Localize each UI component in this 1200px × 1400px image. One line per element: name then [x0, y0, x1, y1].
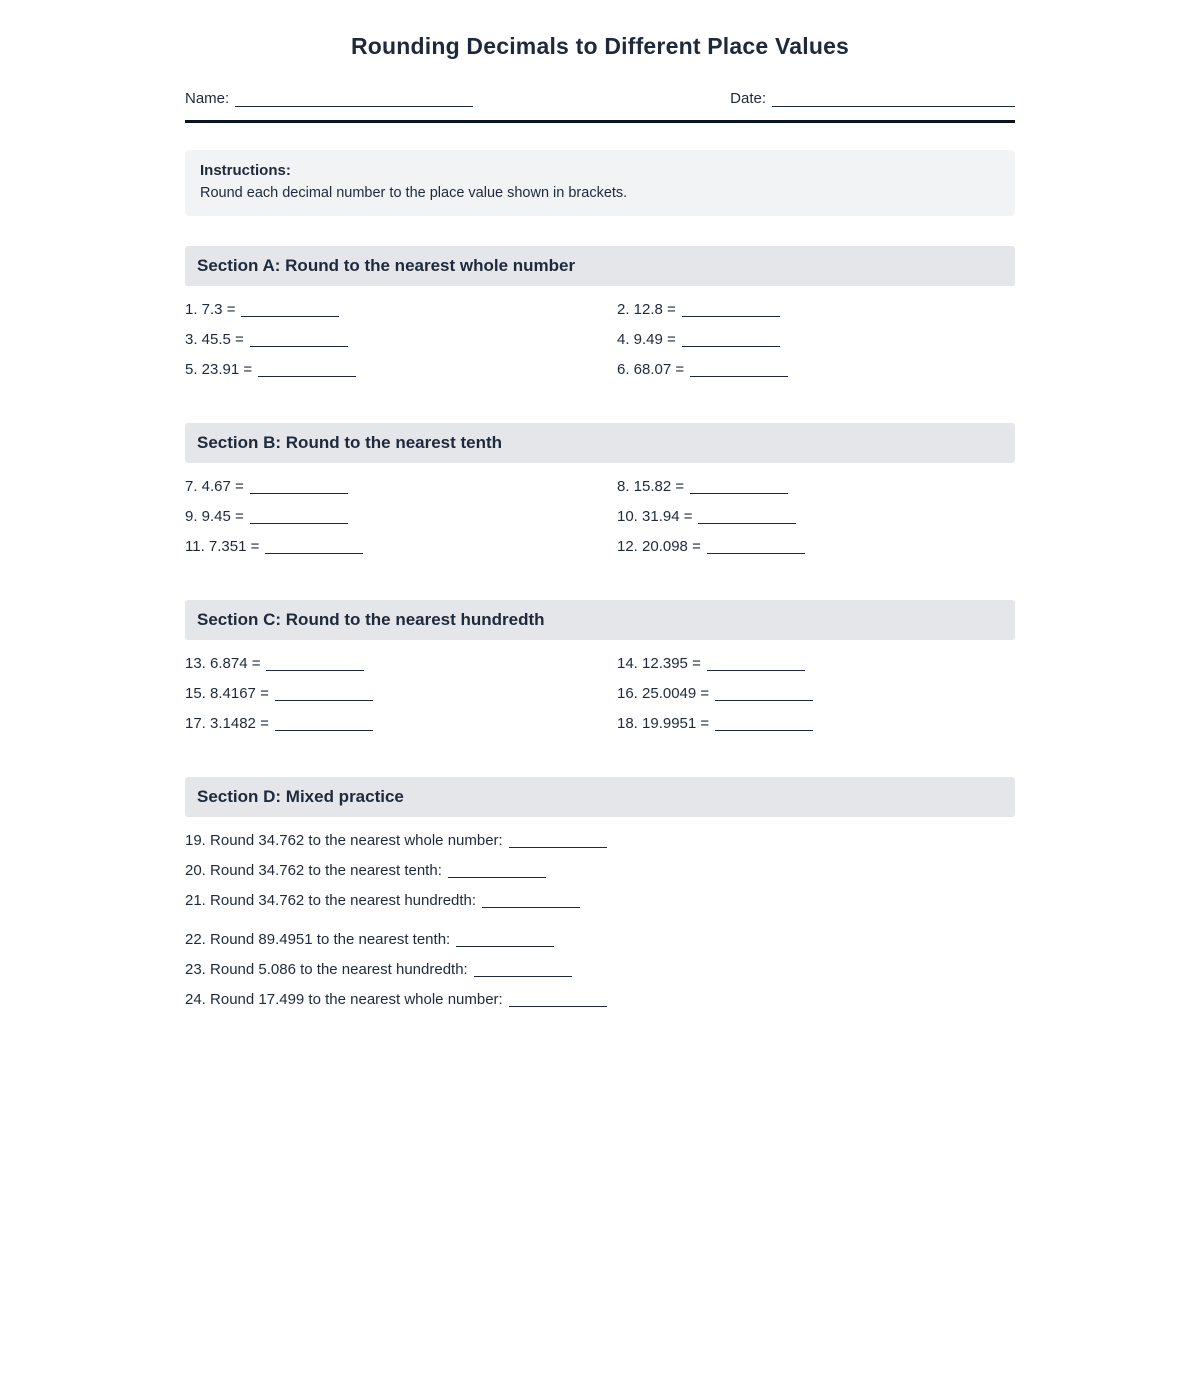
problem-item [185, 655, 617, 672]
problem-text: 7. 4.67 = [185, 477, 244, 495]
problem-text: 8. 15.82 = [617, 477, 685, 495]
name-blank-line [235, 93, 473, 107]
problem-item [185, 832, 1015, 849]
section-header: Section D: Mixed practice [185, 777, 1015, 817]
answer-blank-line [690, 364, 788, 377]
instructions-label: Instructions: [200, 161, 291, 179]
problem-item [185, 991, 1015, 1008]
instructions-box [185, 150, 1015, 216]
problem-text: 6. 68.07 = [617, 360, 685, 378]
answer-blank-line [250, 511, 348, 524]
name-label: Name: [185, 90, 230, 107]
problem-text: 10. 31.94 = [617, 507, 693, 525]
problem-item [617, 361, 1015, 378]
section-header: Section C: Round to the nearest hundredth [185, 600, 1015, 640]
problem-text: 20. Round 34.762 to the nearest tenth: [185, 861, 442, 879]
name-field [185, 90, 473, 107]
problem-text: 11. 7.351 = [185, 537, 260, 555]
problem-text: 14. 12.395 = [617, 654, 701, 672]
answer-blank-line [265, 541, 363, 554]
problem-text: 19. Round 34.762 to the nearest whole number: [185, 831, 503, 849]
problem-item [185, 331, 617, 348]
problem-item [185, 715, 617, 732]
problem-text: 4. 9.49 = [617, 330, 676, 348]
problem-text: 23. Round 5.086 to the nearest hundredth: [185, 960, 468, 978]
answer-blank-line [250, 334, 348, 347]
instructions-text: Round each decimal number to the place value shown in brackets. [200, 184, 628, 201]
answer-blank-line [707, 658, 805, 671]
answer-blank-line [698, 511, 796, 524]
problem-text: 16. 25.0049 = [617, 684, 710, 702]
problem-text: 5. 23.91 = [185, 360, 253, 378]
problem-item [617, 331, 1015, 348]
problem-item [617, 685, 1015, 702]
answer-blank-line [509, 994, 607, 1007]
answer-blank-line [682, 334, 780, 347]
problem-item [185, 361, 617, 378]
answer-blank-line [275, 688, 373, 701]
problem-item [185, 931, 1015, 948]
header-divider [185, 120, 1015, 123]
problems-list [185, 286, 1015, 393]
problem-item [185, 301, 617, 318]
worksheet-section [185, 423, 1015, 570]
problem-item [185, 685, 617, 702]
problem-item [617, 508, 1015, 525]
answer-blank-line [474, 964, 572, 977]
problem-text: 13. 6.874 = [185, 654, 261, 672]
problem-item [185, 961, 1015, 978]
answer-blank-line [690, 481, 788, 494]
section-header: Section A: Round to the nearest whole number [185, 246, 1015, 286]
problems-list [185, 817, 1015, 1023]
worksheet-title: Rounding Decimals to Different Place Values [350, 33, 850, 59]
problem-text: 2. 12.8 = [617, 300, 676, 318]
date-label: Date: [730, 90, 766, 107]
problem-text: 21. Round 34.762 to the nearest hundredth: [185, 891, 477, 909]
problem-text: 24. Round 17.499 to the nearest whole number: [185, 990, 503, 1008]
problems-list [185, 640, 1015, 747]
problem-text: 22. Round 89.4951 to the nearest tenth: [185, 930, 451, 948]
answer-blank-line [682, 304, 780, 317]
problem-item [185, 508, 617, 525]
problem-text: 1. 7.3 = [185, 300, 236, 318]
answer-blank-line [250, 481, 348, 494]
answer-blank-line [715, 718, 813, 731]
worksheet-section [185, 600, 1015, 747]
answer-blank-line [482, 895, 580, 908]
problem-item [617, 538, 1015, 555]
name-date-row [185, 90, 1015, 107]
sections-container [185, 246, 1015, 1023]
problem-text: 3. 45.5 = [185, 330, 244, 348]
answer-blank-line [456, 934, 554, 947]
answer-blank-line [715, 688, 813, 701]
worksheet-section [185, 777, 1015, 1023]
problem-text: 12. 20.098 = [617, 537, 701, 555]
problem-item [617, 715, 1015, 732]
date-blank-line [772, 93, 1015, 107]
worksheet-page [185, 0, 1015, 1023]
problem-item [185, 862, 1015, 879]
problem-item [617, 301, 1015, 318]
problem-text: 9. 9.45 = [185, 507, 244, 525]
answer-blank-line [266, 658, 364, 671]
answer-blank-line [241, 304, 339, 317]
problem-text: 15. 8.4167 = [185, 684, 269, 702]
worksheet-section [185, 246, 1015, 393]
problem-item [185, 478, 617, 495]
problem-text: 18. 19.9951 = [617, 714, 710, 732]
answer-blank-line [509, 835, 607, 848]
answer-blank-line [707, 541, 805, 554]
problem-item [185, 892, 1015, 909]
answer-blank-line [448, 865, 546, 878]
problems-list [185, 463, 1015, 570]
answer-blank-line [275, 718, 373, 731]
answer-blank-line [258, 364, 356, 377]
section-header: Section B: Round to the nearest tenth [185, 423, 1015, 463]
date-field [730, 90, 1015, 107]
problem-text: 17. 3.1482 = [185, 714, 269, 732]
group-gap [185, 922, 1015, 931]
problem-item [617, 655, 1015, 672]
problem-item [617, 478, 1015, 495]
problem-item [185, 538, 617, 555]
